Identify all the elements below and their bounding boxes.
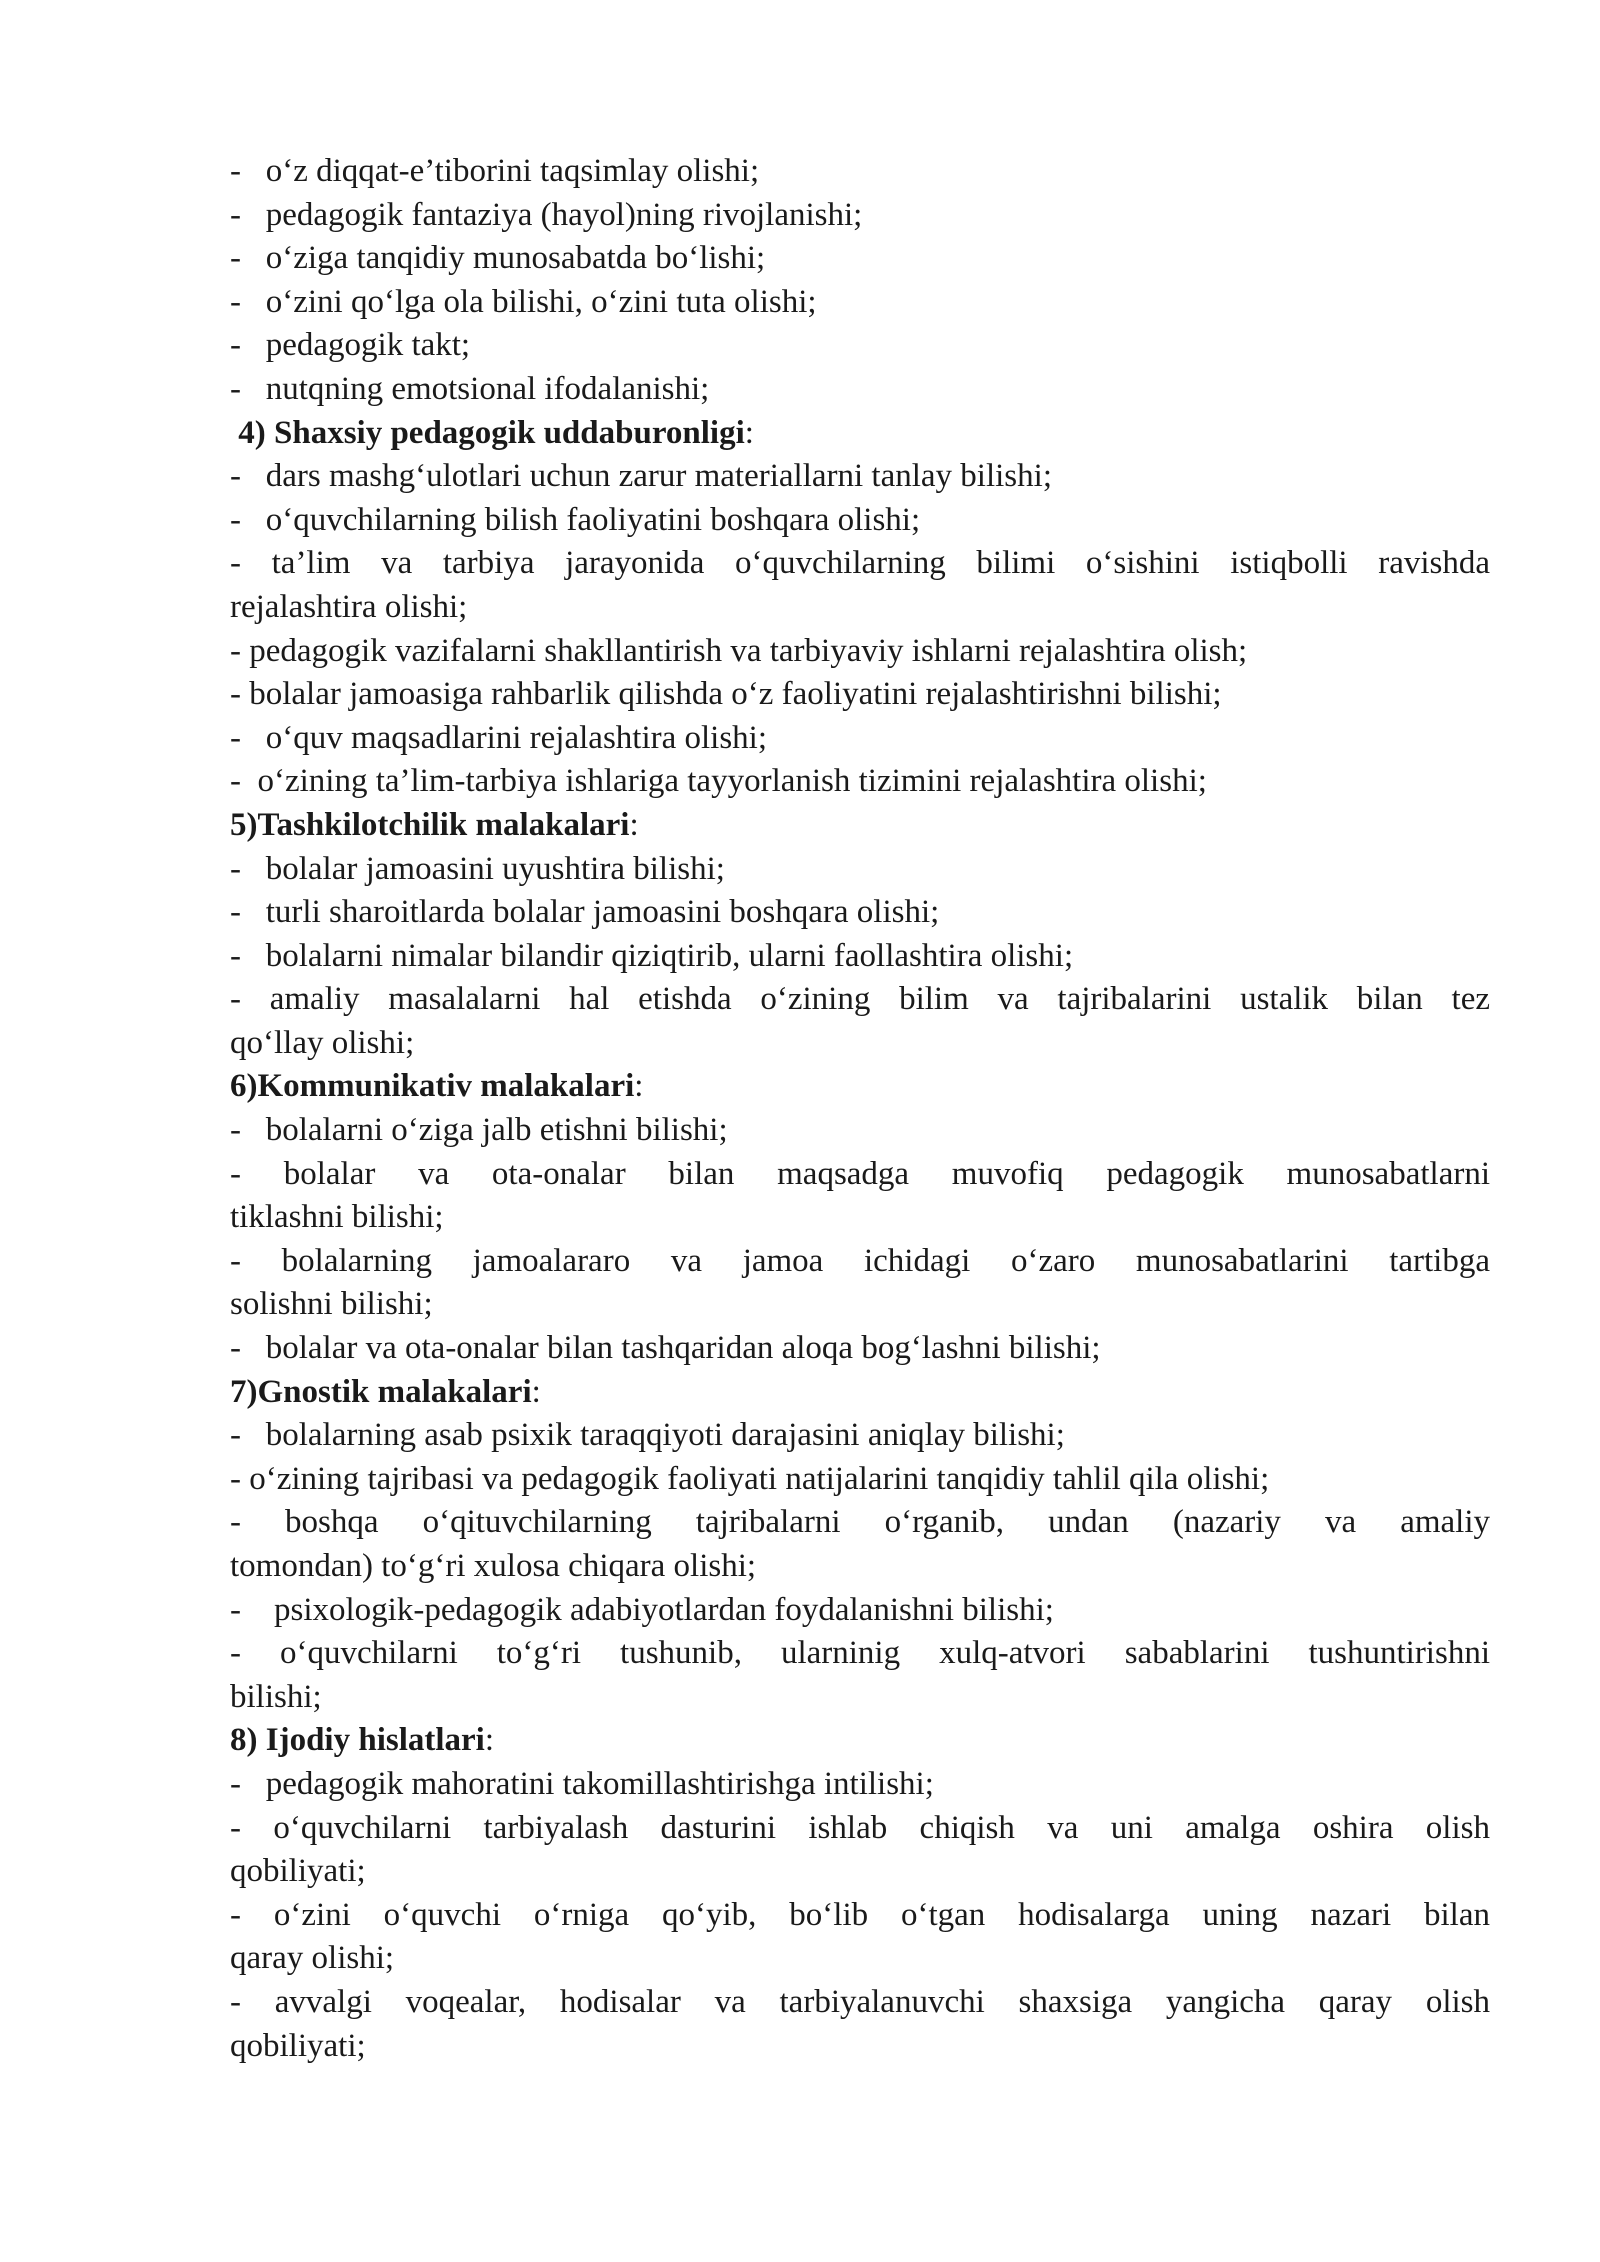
list-item-text: - bolalarning asab psixik taraqqiyoti darajasini aniqlay bilishi; [230, 1417, 1065, 1454]
list-item-line: solishni bilishi; [230, 1286, 433, 1323]
list-item-text: - psixologik-pedagogik adabiyotlardan foydalanishni bilishi; [230, 1591, 1054, 1628]
section-7-list [230, 1414, 1490, 1719]
list-item-text: - bolalarni nimalar bilandir qiziqtirib, ularni faollashtira olishi; [230, 937, 1074, 974]
list-item: - nutqning emotsional ifodalanishi; [230, 370, 710, 407]
section-6-heading [230, 1065, 1490, 1109]
section-4-number: 4 [230, 414, 255, 451]
list-item [230, 1894, 1490, 1981]
list-item [230, 760, 1490, 804]
list-item [230, 630, 1490, 674]
list-item [230, 1153, 1490, 1240]
list-item-text: - turli sharoitlarda bolalar jamoasini boshqara olishi; [230, 894, 940, 931]
section-5-colon: : [629, 806, 639, 843]
list-item [230, 455, 1490, 499]
section-8-title: 8) Ijodiy hislatlari [230, 1722, 485, 1759]
section-6-colon: : [634, 1068, 644, 1105]
list-item: - pedagogik fantaziya (hayol)ning rivojlanishi; [230, 196, 863, 233]
section-4-list [230, 455, 1490, 804]
list-item [230, 1327, 1490, 1371]
list-item [230, 1414, 1490, 1458]
section-6-list [230, 1109, 1490, 1371]
list-item [230, 1807, 1490, 1894]
list-item-text: - o‘quv maqsadlarini rejalashtira olishi; [230, 719, 768, 756]
list-item-line: qaray olishi; [230, 1940, 395, 1977]
list-item [230, 1763, 1490, 1807]
section-7-title: 7)Gnostik malakalari [230, 1373, 532, 1410]
section-8-colon: : [484, 1722, 495, 1759]
list-item-text: - pedagogik vazifalarni shakllantirish va tarbiyaviy ishlarni rejalashtira olish; [230, 632, 1248, 669]
list-item [230, 1589, 1490, 1633]
list-item: - pedagogik takt; [230, 327, 471, 364]
list-item [230, 1501, 1490, 1588]
list-item-line: tomondan) to‘g‘ri xulosa chiqara olishi; [230, 1548, 757, 1584]
section-8-list [230, 1763, 1490, 2068]
list-item-text: - bolalar jamoasiga rahbarlik qilishda o‘z faoliyatini rejalashtirishni bilishi; [230, 676, 1222, 713]
list-item-line: qobiliyati; [230, 2027, 366, 2064]
list-item [230, 1632, 1490, 1719]
section-6-title: 6)Kommunikativ malakalari [230, 1068, 635, 1105]
list-item [230, 978, 1490, 1065]
section-5-heading [230, 804, 1490, 848]
list-item-line: - avvalgi voqealar, hodisalar va tarbiyalanuvchi shaxsiga yangicha qaray olish [230, 1983, 1490, 2020]
list-item [230, 1109, 1490, 1153]
list-item-line: rejalashtira olishi; [230, 588, 468, 625]
section-5-list [230, 848, 1490, 1066]
list-item: - o‘ziga tanqidiy munosabatda bo‘lishi; [230, 240, 766, 277]
section-7-colon: : [531, 1373, 541, 1410]
list-item [230, 673, 1490, 717]
list-item [230, 1981, 1490, 2068]
list-item-line: - boshqa o‘qituvchilarning tajribalarni o‘rganib, undan (nazariy va amaliy [230, 1504, 1490, 1541]
list-item [230, 848, 1490, 892]
section-5-title: 5)Tashkilotchilik malakalari [230, 806, 630, 843]
list-item-line: qobiliyati; [230, 1853, 366, 1890]
list-item [230, 1240, 1490, 1327]
list-item-line: - o‘zini o‘quvchi o‘rniga qo‘yib, bo‘lib o‘tgan hodisalarga uning nazari bilan [230, 1896, 1490, 1933]
list-item-line: - o‘quvchilarni to‘g‘ri tushunib, ularninig xulq-atvori sabablarini tushuntirishni [230, 1635, 1490, 1672]
list-item-line: - bolalar va ota-onalar bilan maqsadga muvofiq pedagogik munosabatlarni [230, 1155, 1490, 1192]
list-item-line: tiklashni bilishi; [230, 1199, 444, 1236]
section-4-colon: : [744, 414, 754, 451]
list-item-line: bilishi; [230, 1678, 322, 1715]
list-item-text: - bolalar jamoasini uyushtira bilishi; [230, 850, 725, 887]
list-item [230, 499, 1490, 543]
list-item-text: - o‘quvchilarning bilish faoliyatini boshqara olishi; [230, 501, 921, 538]
list-item-line: - amaliy masalalarni hal etishda o‘zining bilim va tajribalarini ustalik bilan tez [230, 981, 1490, 1018]
list-item: - o‘zini qo‘lga ola bilishi, o‘zini tuta olishi; [230, 283, 817, 320]
list-item [230, 935, 1490, 979]
section-7-heading [230, 1371, 1490, 1415]
list-item [230, 1458, 1490, 1502]
list-item [230, 891, 1490, 935]
list-item-line: - ta’lim va tarbiya jarayonida o‘quvchilarning bilimi o‘sishini istiqbolli ravishda [230, 545, 1490, 582]
list-item-text: - pedagogik mahoratini takomillashtirishga intilishi; [230, 1765, 934, 1802]
section-4-heading [230, 412, 1490, 456]
section-8-heading [230, 1719, 1490, 1763]
section-3-list [230, 150, 1490, 412]
list-item [230, 542, 1490, 629]
section-4-title: ) Shaxsiy pedagogik uddaburonligi [254, 414, 745, 451]
list-item-text: - bolalar va ota-onalar bilan tashqaridan aloqa bog‘lashni bilishi; [230, 1330, 1101, 1367]
list-item-line: - o‘quvchilarni tarbiyalash dasturini ishlab chiqish va uni amalga oshira olish [230, 1809, 1490, 1846]
list-item: - o‘z diqqat-e’tiborini taqsimlay olishi; [230, 153, 760, 189]
list-item-text: - dars mashg‘ulotlari uchun zarur materiallarni tanlay bilishi; [230, 458, 1052, 495]
list-item-line: - bolalarning jamoalararo va jamoa ichidagi o‘zaro munosabatlarini tartibga [230, 1242, 1490, 1279]
list-item-text: - bolalarni o‘ziga jalb etishni bilishi; [230, 1112, 728, 1149]
list-item-line: qo‘llay olishi; [230, 1024, 415, 1061]
document-page [230, 150, 1490, 2068]
list-item [230, 717, 1490, 761]
list-item-text: - o‘zining ta’lim-tarbiya ishlariga tayyorlanish tizimini rejalashtira olishi; [230, 763, 1207, 800]
list-item-text: - o‘zining tajribasi va pedagogik faoliyati natijalarini tanqidiy tahlil qila olishi; [230, 1460, 1270, 1497]
